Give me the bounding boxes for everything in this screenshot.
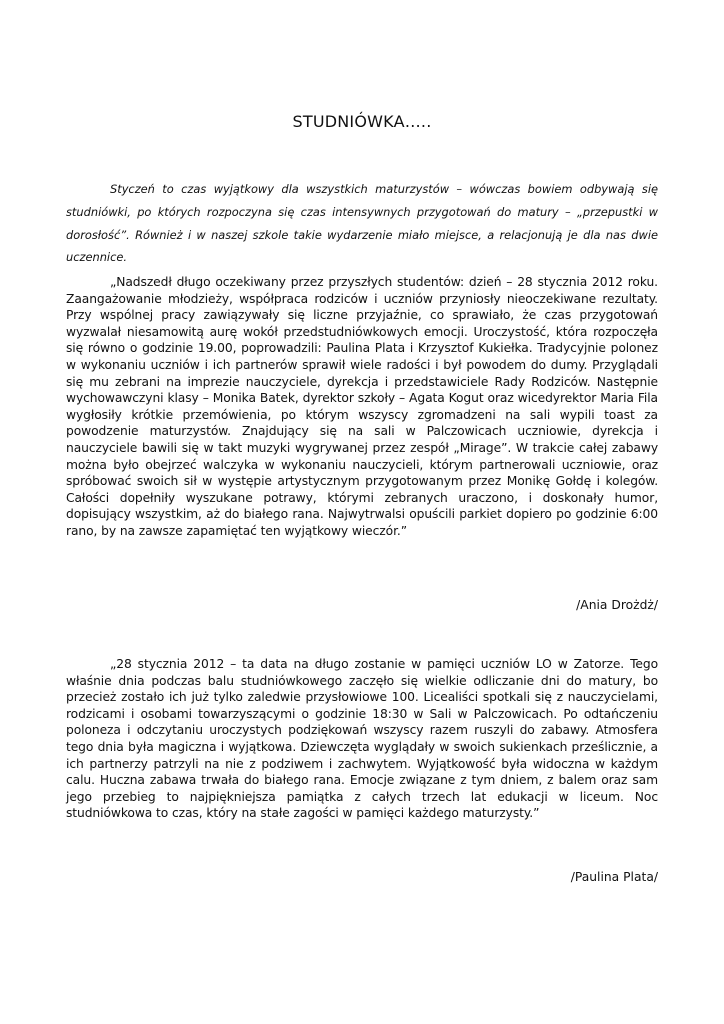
intro-text: Styczeń to czas wyjątkowy dla wszystkich maturzystów – wówczas bowiem odbywają się studniówki, po których rozpoczyna się czas intensywnych przygotowań do matury – „przepustki w dorosłość”. Również i w naszej szkole takie wydarzenie miało miejsce, a relacjonują je dla nas dwie uczennice. [66, 182, 658, 265]
article-1-text: „Nadszedł długo oczekiwany przez przyszłych studentów: dzień – 28 stycznia 2012 roku. Zaangażowanie młodzieży, współpraca rodziców i uczniów przyniosły nieoczekiwane rezultaty. Przy wspólnej pracy zawiązywały się liczne przyjaźnie, co sprawiało, że czas przygotowań wyzwalał niesamowitą aurę wokół przedstudniówkowych emocji. Uroczystość, która rozpoczęła się równo o godzinie 19.00, poprowadzili: Paulina Plata i Krzysztof Kukiełka. Tradycyjnie polonez w wykonaniu uczniów i ich partnerów sprawił wiele radości i był powodem do dumy. Przyglądali się mu zebrani na imprezie nauczyciele, dyrekcja i przedstawiciele Rady Rodziców. Następnie wychowawczyni klasy – Monika Batek, dyrektor szkoły – Agata Kogut oraz wicedyrektor Maria Fila wygłosiły krótkie przemówienia, po którym wszyscy zgromadzeni na sali wypili toast za powodzenie maturzystów. Znajdujący się na sali w Palczowicach uczniowie, dyrekcja i nauczyciele bawili się w takt muzyki wygrywanej przez zespół „Mirage”. W trakcie całej zabawy można było obejrzeć walczyka w wykonaniu nauczycieli, którym partnerowali uczniowie, oraz spróbować swoich sił w występie artystycznym przygotowanym przez Monikę Gołdę i kolegów. Całości dopełniły wyszukane potrawy, którymi zebranych uraczono, i doskonały humor, dopisujący wszystkim, aż do białego rana. Najwytrwalsi opuścili parkiet dopiero po godzinie 6:00 rano, by na zawsze zapamiętać ten wyjątkowy wieczór.” [66, 275, 658, 538]
page-title: STUDNIÓWKA….. [292, 112, 432, 131]
article-2-signature: /Paulina Plata/ [570, 870, 658, 884]
article-2-text: „28 stycznia 2012 – ta data na długo zostanie w pamięci uczniów LO w Zatorze. Tego właśnie dnia podczas balu studniówkowego zaczęło się wielkie odliczanie dni do matury, bo przecież zostało ich już tylko zaledwie przysłowiowe 100. Licealiści spotkali się z nauczycielami, rodzicami i osobami towarzyszącymi o godzinie 18:30 w Sali w Palczowicach. Po odtańczeniu poloneza i odczytaniu uroczystych podziękowań wszyscy razem ruszyli do zabawy. Atmosfera tego dnia była magiczna i wyjątkowa. Dziewczęta wyglądały w swoich sukienkach prześlicznie, a ich partnerzy patrzyli na nie z podziwem i zachwytem. Wyjątkowość była widoczna w każdym calu. Huczna zabawa trwała do białego rana. Emocje związane z tym dniem, z balem oraz sam jego przebieg to najpiękniejsza pamiątka z całych trzech lat edukacji w liceum. Noc studniówkowa to czas, który na stałe zagości w pamięci każdego maturzysty.” [66, 657, 658, 821]
article-1-signature: /Ania Drożdż/ [576, 598, 658, 612]
intro-paragraph [66, 178, 658, 269]
